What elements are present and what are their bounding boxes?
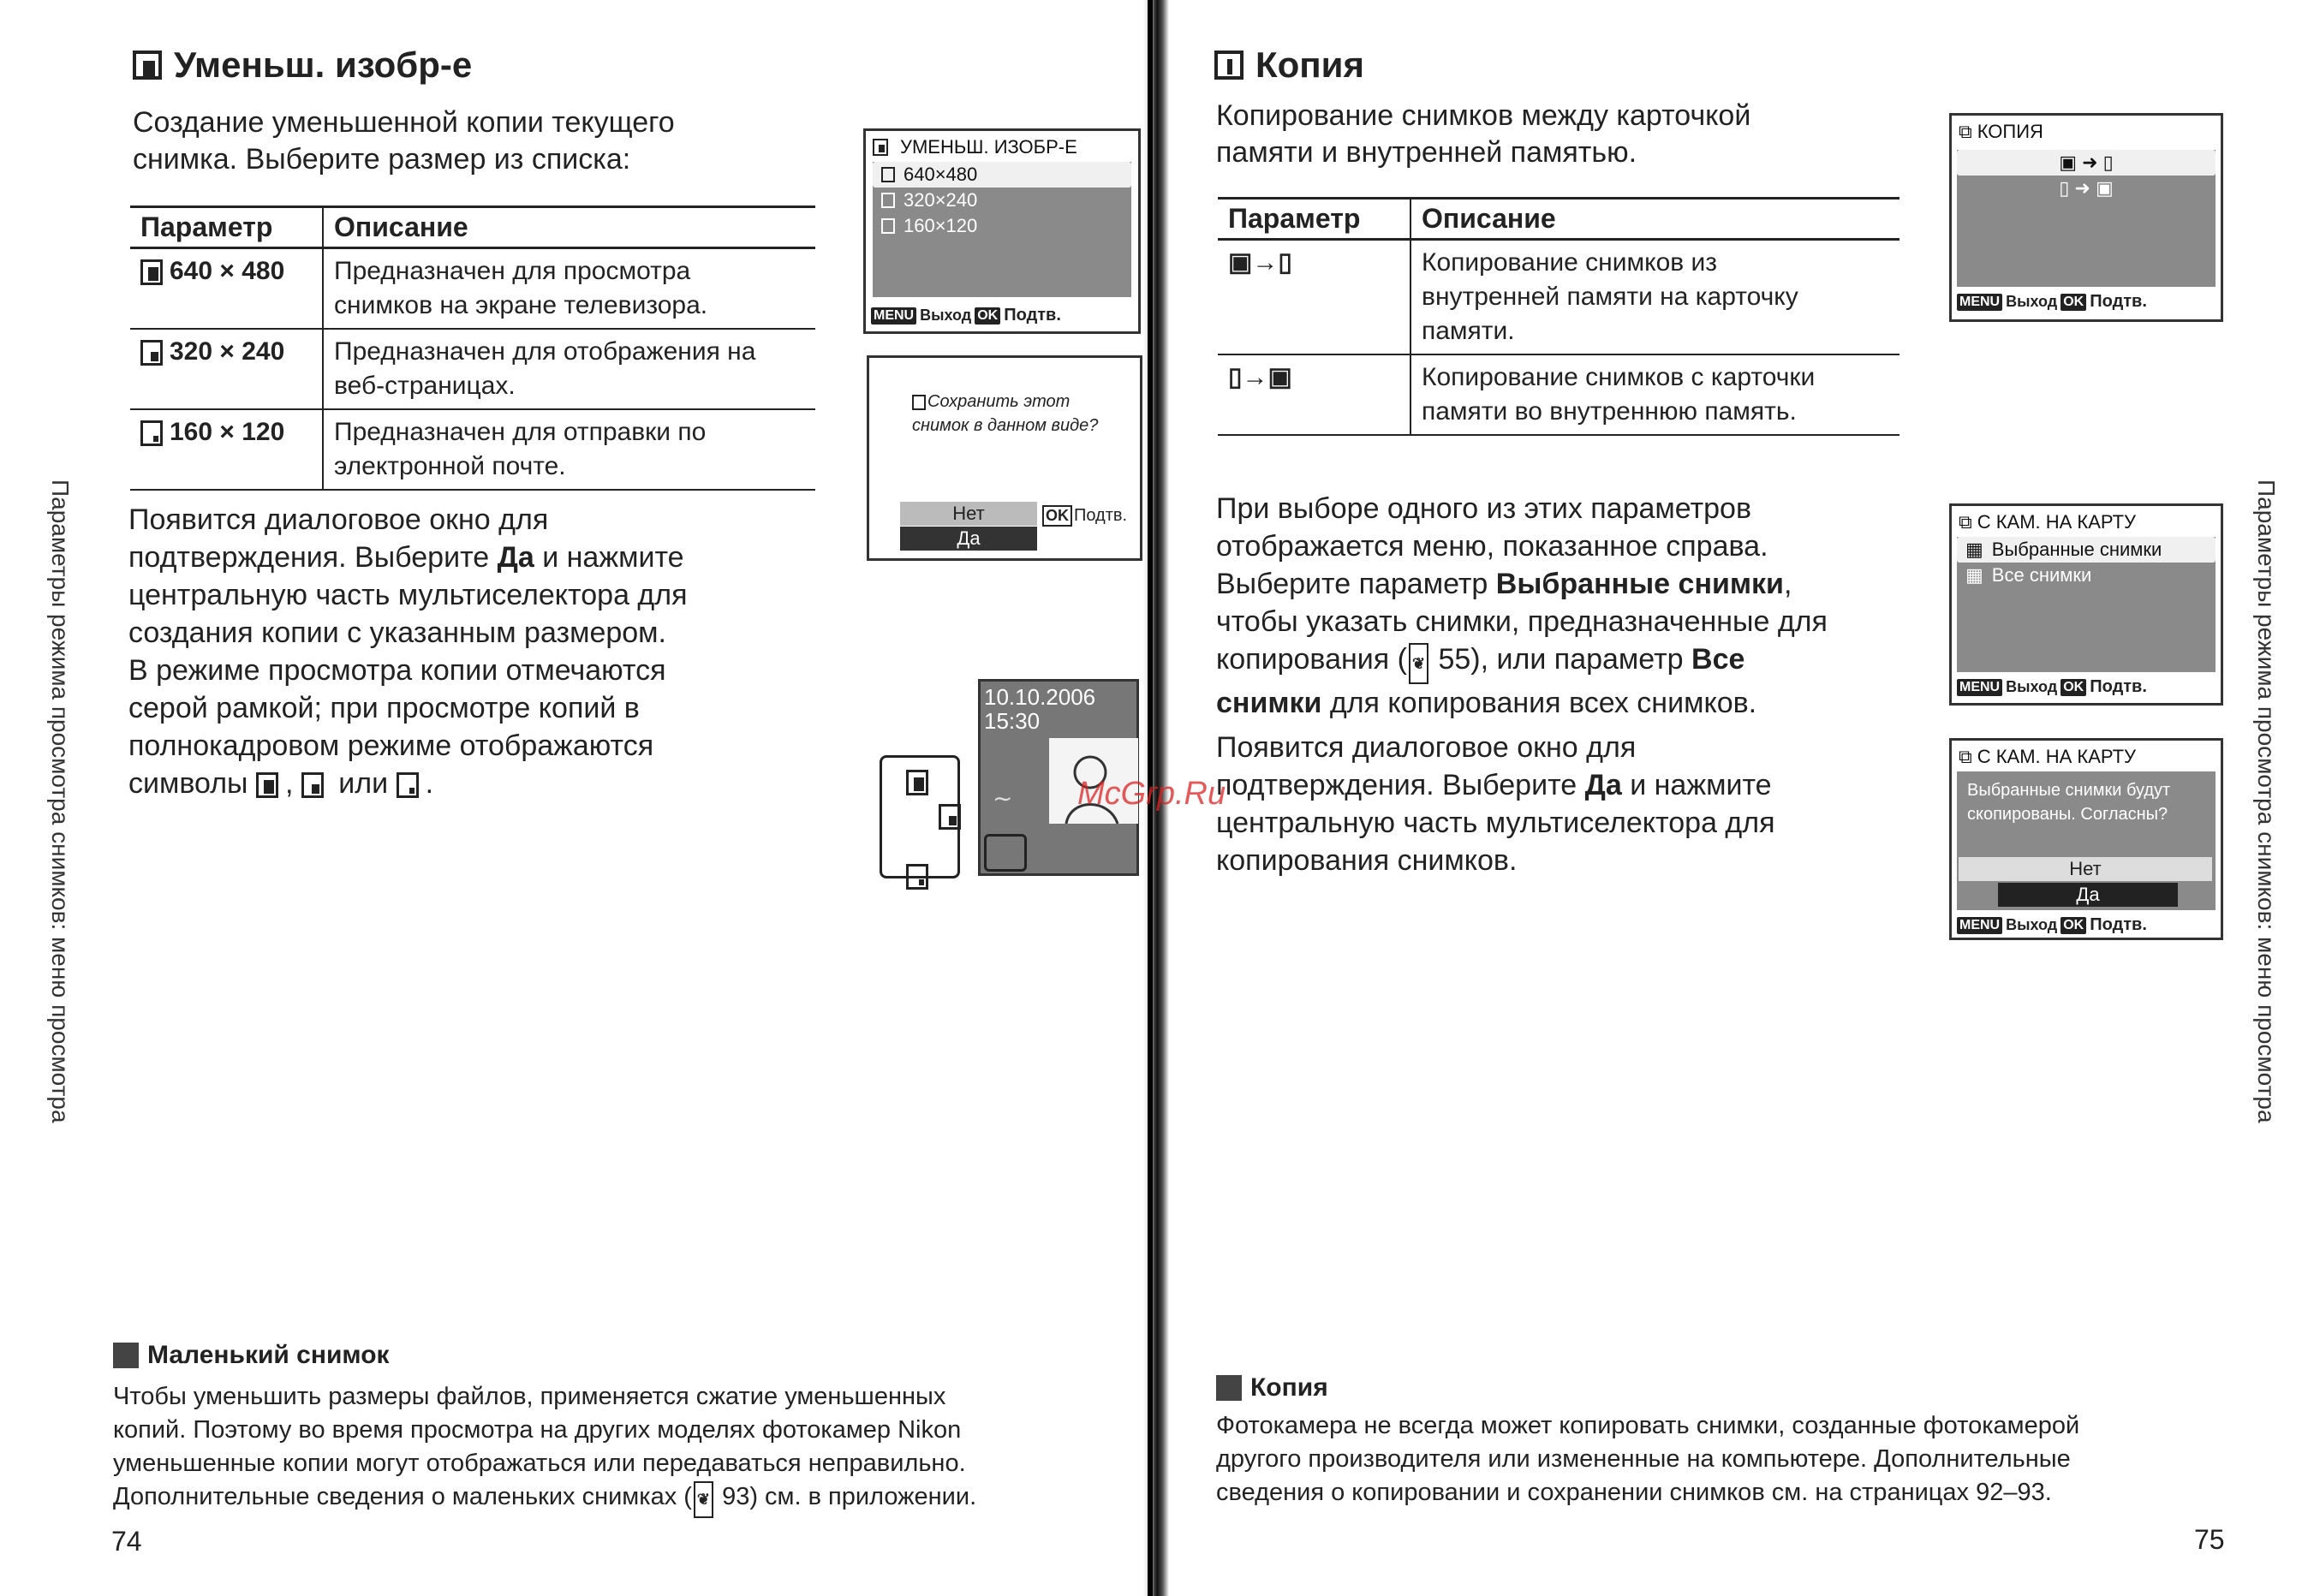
- copy-icon: ⧉: [1959, 746, 1972, 767]
- size-640-icon: [906, 770, 928, 795]
- copy-confirm-screen: ⧉ С КАМ. НА КАРТУ Выбранные снимки будут скопированы. Согласны? Нет Да MENU Выход OK Подтв.: [1949, 738, 2223, 940]
- table-header-row: Параметр Описание: [1218, 199, 1900, 240]
- ok-key: OK: [2061, 917, 2086, 934]
- internal-to-card-icon: ▣ ➜ ▯: [2059, 152, 2114, 173]
- size-160-icon: [881, 218, 895, 234]
- menu-key: MENU: [1957, 294, 2002, 311]
- yes-button[interactable]: Да: [1998, 883, 2178, 907]
- table-row: 640 × 480 Предназначен для просмотра снимков на экране телевизора.: [130, 248, 815, 330]
- menu-key: MENU: [1957, 917, 2002, 934]
- yes-button[interactable]: Да: [900, 527, 1037, 551]
- small-picture-icon: [912, 395, 926, 410]
- size-160-icon: [906, 864, 928, 890]
- left-note-title: Маленький снимок: [113, 1341, 390, 1370]
- size-320-icon: [140, 340, 163, 366]
- right-side-tab: Параметры режима просмотра снимков: меню просмотра: [2253, 479, 2280, 1123]
- table-row: ▣→▯ Копирование снимков из внутренней памяти на карточку памяти.: [1218, 240, 1900, 355]
- ok-key: OK: [975, 307, 1000, 325]
- selected-images-icon: ▦: [1965, 539, 1983, 560]
- copy-icon: ⧉: [1959, 121, 1972, 142]
- watermark: McGrp.Ru: [1077, 776, 1226, 812]
- size-160-icon: [397, 772, 419, 798]
- left-page-title: Уменьш. изобр-е: [133, 45, 472, 86]
- card-to-internal-icon: ▯→▣: [1228, 363, 1292, 391]
- table-row: 320 × 240 Предназначен для отображения на веб-страницах.: [130, 329, 815, 409]
- menu-option-160[interactable]: 160×120: [873, 213, 1131, 239]
- wave-icon: ∼: [993, 785, 1013, 812]
- playback-screen: 10.10.2006 15:30 ∼: [978, 679, 1139, 876]
- reference-icon: ❦: [694, 1481, 713, 1518]
- ok-key: OK: [2061, 679, 2086, 696]
- menu-option-card-to-internal[interactable]: [1957, 176, 2216, 201]
- menu-option-320[interactable]: 320×240: [873, 188, 1131, 213]
- save-confirm-screen: Сохранить этот снимок в данном виде? Нет Да OK Подтв.: [867, 355, 1142, 561]
- right-parameter-table: [1218, 197, 1900, 436]
- left-body-text: Появится диалоговое окно для подтверждения. Выберите Да и нажмите центральную часть мультиселектора для создания копии с указанным размером. В режиме просмотра копии отмечаются серой рамкой; при просмотре копий в полнокадровом режиме отображаются символы , или .: [128, 503, 688, 800]
- right-body-text: При выборе одного из этих параметров отображается меню, показанное справа. Выберите параметр Выбранные снимки, чтобы указать снимки, предназначенные для копирования ( ❦ 55), или параметр Все снимки для копирования всех снимков. Появится диалоговое окно для подтверждения. Выберите Да и нажмите центральную часть мультиселектора для копирования снимков.: [1216, 492, 1828, 877]
- small-copy-indicator-icon: [984, 834, 1027, 872]
- table-row: 160 × 120 Предназначен для отправки по электронной почте.: [130, 409, 815, 490]
- menu-key: MENU: [871, 307, 916, 325]
- menu-option-selected-images[interactable]: ▦ Выбранные снимки: [1957, 537, 2216, 563]
- no-button[interactable]: Нет: [1959, 857, 2212, 881]
- right-intro: Копирование снимков между карточкой памяти и внутренней памятью.: [1216, 99, 1751, 169]
- small-picture-icon: [133, 51, 162, 80]
- pencil-note-icon: [113, 1343, 139, 1368]
- right-page-title: Копия: [1214, 45, 1364, 86]
- ok-key: OK: [2061, 294, 2086, 311]
- size-640-icon: [881, 167, 895, 182]
- right-note-title: Копия: [1216, 1373, 1328, 1402]
- table-row: ▯→▣ Копирование снимков с карточки памяти во внутреннюю память.: [1218, 354, 1900, 435]
- table-header-row: Параметр Описание: [130, 207, 815, 248]
- left-intro: Создание уменьшенной копии текущего снимка. Выберите размер из списка:: [133, 106, 675, 176]
- select-images-screen: ⧉ С КАМ. НА КАРТУ ▦ Выбранные снимки ▦ Все снимки MENU Выход OK Подтв.: [1949, 503, 2223, 706]
- no-button[interactable]: Нет: [900, 502, 1037, 526]
- left-parameter-table: [130, 205, 815, 491]
- menu-option-all-images[interactable]: ▦ Все снимки: [1965, 564, 2092, 586]
- page-number-right: 75: [2194, 1524, 2225, 1555]
- menu-option-internal-to-card[interactable]: [1957, 150, 2216, 176]
- copy-icon: [1214, 51, 1243, 80]
- menu-key: MENU: [1957, 679, 2002, 696]
- size-160-icon: [140, 420, 163, 446]
- copy-icon: ⧉: [1959, 511, 1972, 533]
- small-picture-icon: [873, 139, 888, 156]
- ok-key: OK: [1042, 505, 1072, 527]
- resize-menu-screen: УМЕНЬШ. ИЗОБР-Е 640×480 320×240 160×120 MENU Выход OK Подтв.: [863, 128, 1141, 334]
- all-images-icon: ▦: [1965, 564, 1983, 586]
- size-320-icon: [301, 772, 324, 798]
- card-to-internal-icon: ▯ ➜ ▣: [2059, 177, 2114, 199]
- page-number-left: 74: [111, 1526, 142, 1557]
- size-320-icon: [881, 193, 895, 208]
- menu-option-640[interactable]: 640×480: [873, 162, 1131, 188]
- right-note-text: Фотокамера не всегда может копировать снимки, созданные фотокамерой другого производителя или измененные на компьютере. Дополнительные сведения о копировании и сохранении снимков см. на страницах 92–93.: [1216, 1412, 2080, 1506]
- size-640-icon: [140, 259, 163, 285]
- size-320-icon: [939, 804, 961, 830]
- size-640-icon: [256, 772, 278, 798]
- copy-menu-screen: ⧉ КОПИЯ ▣ ➜ ▯ ▯ ➜ ▣ MENU Выход OK Подтв.: [1949, 113, 2223, 322]
- pencil-note-icon: [1216, 1375, 1242, 1401]
- internal-to-card-icon: ▣→▯: [1228, 248, 1292, 277]
- reference-icon: ❦: [1409, 643, 1428, 684]
- left-side-tab: Параметры режима просмотра снимков: меню просмотра: [47, 479, 74, 1123]
- left-note-text: Чтобы уменьшить размеры файлов, применяется сжатие уменьшенных копий. Поэтому во время просмотра на других моделях фотокамер Nikon уменьшенные копии могут отображаться или передаваться неправильно. Дополнительные сведения о маленьких снимках ( ❦ 93) см. в приложении.: [113, 1380, 1124, 1518]
- size-symbols-legend: [880, 755, 960, 878]
